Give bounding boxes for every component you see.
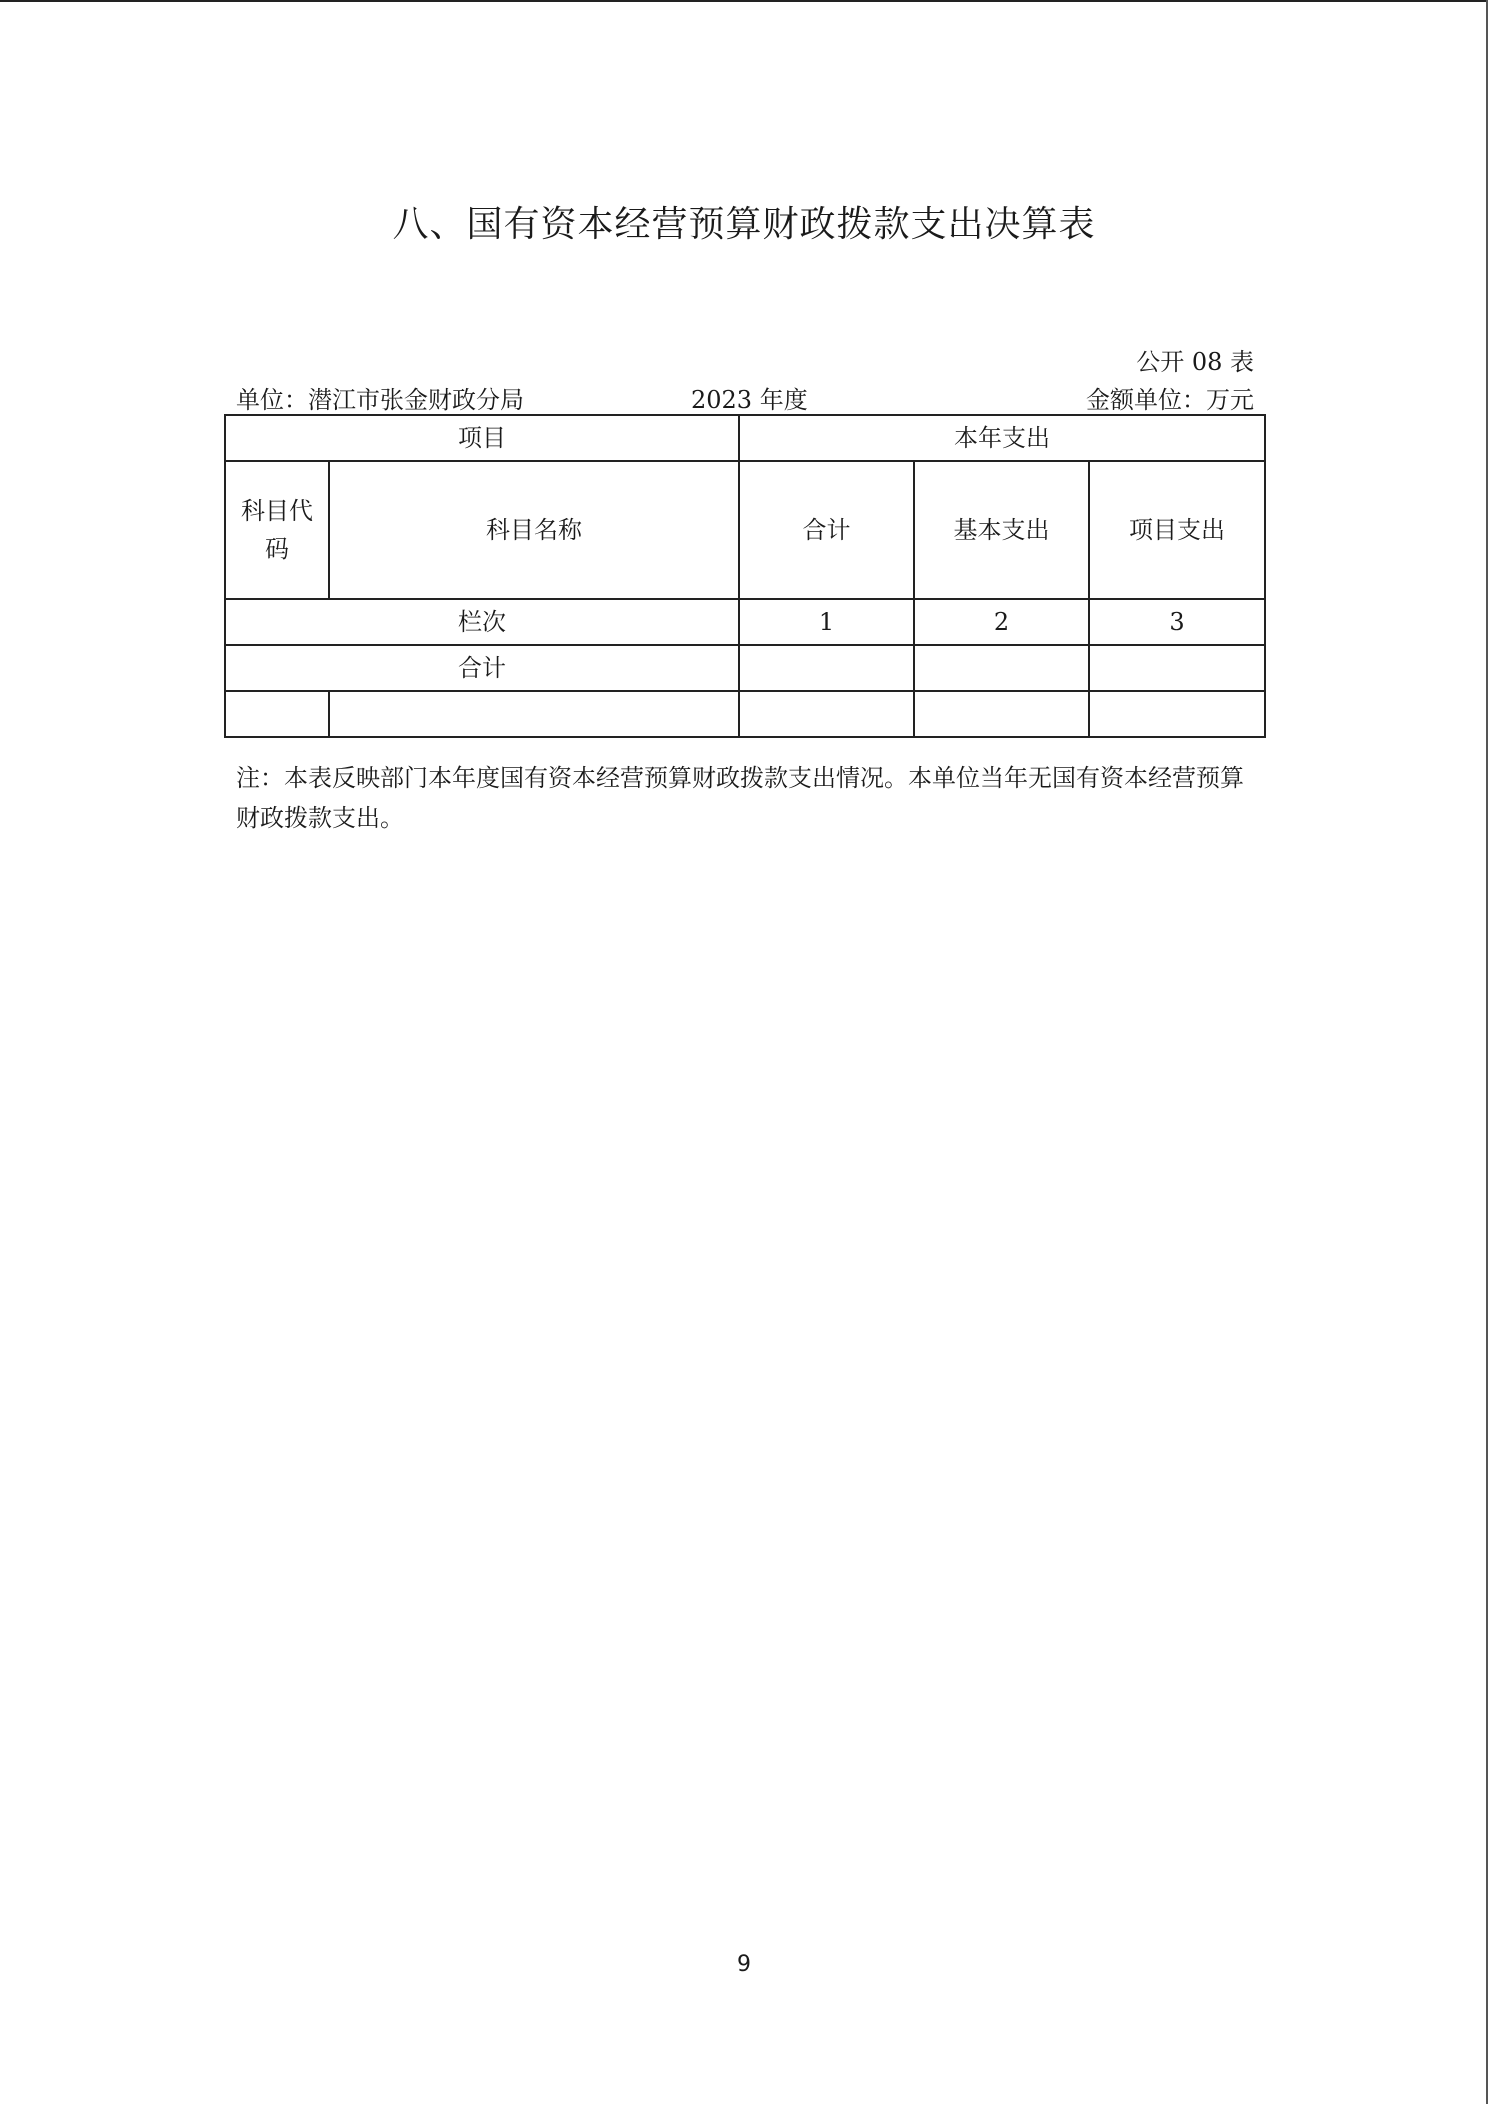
- header-project: 项目: [225, 415, 739, 461]
- column-index-row: [225, 599, 1265, 645]
- page-number: 9: [737, 1952, 751, 1977]
- form-number: 公开 08 表: [1136, 348, 1254, 376]
- table-row: [225, 691, 1265, 737]
- page-top-border: [0, 0, 1488, 2]
- page-title: 八、国有资本经营预算财政拨款支出决算表: [392, 204, 1096, 245]
- index-1: 1: [739, 599, 914, 645]
- col-basic-expenditure: 基本支出: [914, 461, 1089, 599]
- year-label: 2023 年度: [691, 386, 808, 414]
- index-label: 栏次: [225, 599, 739, 645]
- empty-project-cell: [1089, 691, 1265, 737]
- table-note: 注：本表反映部门本年度国有资本经营预算财政拨款支出情况。本单位当年无国有资本经营预算财政拨款支出。: [236, 764, 1244, 832]
- unit-label: 单位：潜江市张金财政分局: [236, 386, 524, 414]
- expenditure-table: [224, 414, 1266, 738]
- table-meta-row: [236, 380, 1254, 414]
- empty-code-cell: [225, 691, 329, 737]
- col-project-expenditure: 项目支出: [1089, 461, 1265, 599]
- empty-total-cell: [739, 691, 914, 737]
- index-3: 3: [1089, 599, 1265, 645]
- col-subject-code-label: 科目代码: [241, 497, 313, 563]
- project-value: [1089, 645, 1265, 691]
- total-row: [225, 645, 1265, 691]
- header-current-year-expenditure: 本年支出: [739, 415, 1265, 461]
- total-label: 合计: [225, 645, 739, 691]
- currency-label: 金额单位：万元: [1086, 386, 1254, 414]
- col-subject-code: [225, 461, 329, 599]
- table-subheader-row: [225, 461, 1265, 599]
- empty-name-cell: [329, 691, 739, 737]
- basic-value: [914, 645, 1089, 691]
- total-value: [739, 645, 914, 691]
- empty-basic-cell: [914, 691, 1089, 737]
- col-total: 合计: [739, 461, 914, 599]
- index-2: 2: [914, 599, 1089, 645]
- table-header-row: [225, 415, 1265, 461]
- col-subject-name: 科目名称: [329, 461, 739, 599]
